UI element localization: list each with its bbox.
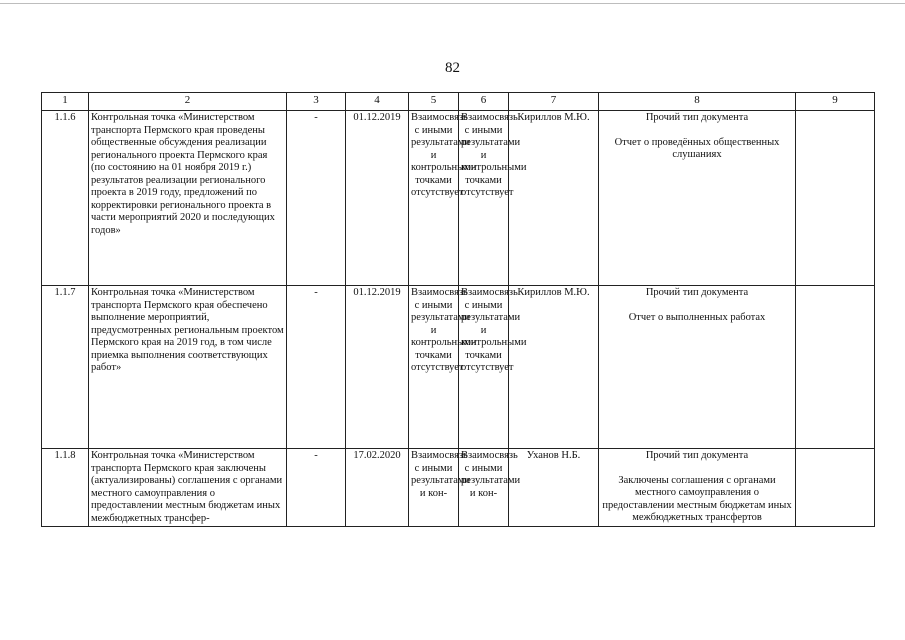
- empty-cell: [796, 111, 875, 286]
- row-number-text: 1.1.8: [54, 450, 76, 461]
- relation-cell: Взаимосвязь с иными результатами и контрольными точками отсутствует: [459, 286, 509, 449]
- milestone-description: Контрольная точка «Министерством транспорта Пермского края проведены общественные обсуждения реализации регионального проекта Пермского края (по состоянию на 01 ноября 2019 г.) результатов реализации регионального проекта в 2019 году, предложений по корректировки регионального проекта в части мероприятий 2020 и последующих годов»: [89, 111, 287, 286]
- empty-cell: [796, 286, 875, 449]
- table-row: [42, 449, 875, 527]
- header-col-6: 6: [459, 93, 509, 111]
- document-type: Прочий тип документа: [645, 112, 749, 123]
- document-description: Отчет о выполненных работах: [628, 311, 766, 323]
- deadline-date: 01.12.2019: [346, 111, 409, 286]
- relation-cell: Взаимосвязь с иными результатами и контрольными точками отсутствует: [409, 286, 459, 449]
- document-cell: [599, 111, 796, 286]
- header-col-1: 1: [42, 93, 89, 111]
- header-row: [42, 93, 875, 111]
- deadline-date-text: 17.02.2020: [353, 450, 401, 461]
- empty-cell: [796, 449, 875, 527]
- dash-cell: -: [287, 286, 346, 449]
- relation-text: Взаимосвязь с иными результатами и кон-: [461, 450, 521, 499]
- header-col-2: 2: [89, 93, 287, 111]
- deadline-date: 01.12.2019: [346, 286, 409, 449]
- deadline-date: [346, 449, 409, 527]
- milestone-description: Контрольная точка «Министерством транспорта Пермского края обеспечено выполнение мероприятий, предусмотренных региональным проектом Пермского края на 2019 год, в том числе приемка выполнения соответствующих работ»: [89, 286, 287, 449]
- relation-cell: [459, 449, 521, 527]
- responsible-person-text: Уханов Н.Б.: [526, 450, 581, 461]
- dash-text: -: [314, 450, 318, 461]
- row-number: 1.1.6: [42, 111, 89, 286]
- document-type: Прочий тип документа: [645, 450, 749, 461]
- document-description: Заключены соглашения с органами местного самоуправления о предоставлении местным бюджетам иных межбюджетных трансфертов: [602, 474, 792, 523]
- header-col-4: 4: [346, 93, 409, 111]
- dash-cell: -: [287, 111, 346, 286]
- responsible-person: Кириллов М.Ю.: [509, 111, 599, 286]
- header-col-9: 9: [796, 93, 875, 111]
- table-row: [42, 111, 875, 286]
- document-type: Прочий тип документа: [645, 287, 749, 298]
- milestone-description: [89, 449, 287, 527]
- document-cell: [599, 449, 796, 527]
- milestones-table: [41, 92, 875, 527]
- header-col-7: 7: [509, 93, 599, 111]
- dash-cell: [287, 449, 346, 527]
- document-cell: [599, 286, 796, 449]
- page-number: 82: [445, 60, 460, 76]
- relation-cell: Взаимосвязь с иными результатами и контрольными точками отсутствует: [459, 111, 509, 286]
- responsible-person: Кириллов М.Ю.: [509, 286, 599, 449]
- header-col-5: 5: [409, 93, 459, 111]
- document-description: Отчет о проведённых общественных слушаниях: [614, 136, 780, 160]
- milestone-description-text: Контрольная точка «Министерством транспорта Пермского края заключены (актуализированы) соглашения с органами местного самоуправления о предоставлении местным бюджетам иных межбюджетных трансфер-: [91, 450, 283, 524]
- relation-cell: [409, 449, 471, 527]
- header-col-3: 3: [287, 93, 346, 111]
- relation-text: Взаимосвязь с иными результатами и кон-: [411, 450, 471, 499]
- row-number: [42, 449, 89, 527]
- row-number: 1.1.7: [42, 286, 89, 449]
- top-rule: [0, 3, 905, 4]
- header-col-8: 8: [599, 93, 796, 111]
- relation-cell: Взаимосвязь с иными результатами и контрольными точками отсутствует: [409, 111, 459, 286]
- table-row: [42, 286, 875, 449]
- responsible-person: [509, 449, 599, 527]
